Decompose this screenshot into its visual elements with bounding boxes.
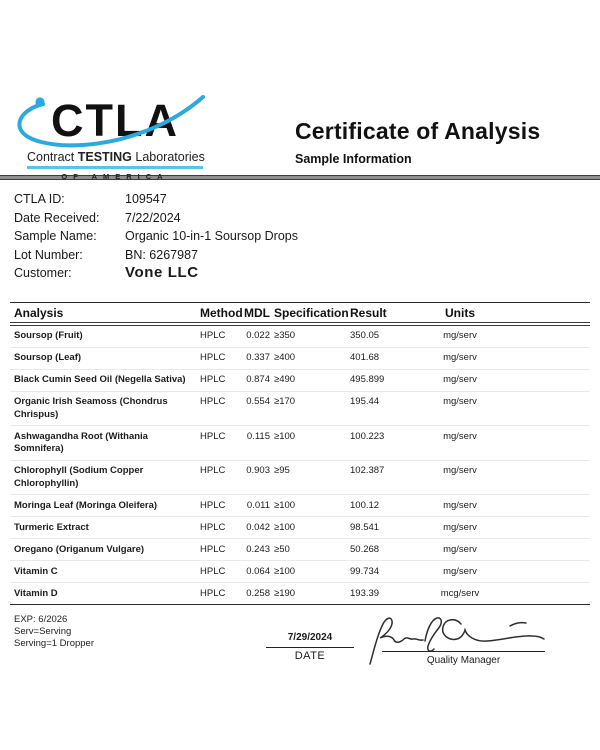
title-block [295,118,540,166]
cell-analysis: Chlorophyll (Sodium Copper Chlorophyllin) [10,460,196,495]
cell-analysis: Soursop (Fruit) [14,330,83,342]
cell-filler [512,460,590,495]
signature-block [362,612,548,670]
cell-specification: ≥100 [272,495,348,517]
cell-units: mg/serv [408,460,512,495]
cell-mdl: 0.243 [240,539,272,561]
column-header-analysis: Analysis [10,302,196,324]
table-row [10,391,590,426]
sample-info-section [0,180,600,283]
cell-result: 350.05 [350,330,380,342]
column-header-mdl: MDL [240,302,272,324]
cell-filler [512,391,590,426]
table-row [10,369,590,391]
cell-method: HPLC [196,561,240,583]
cell-specification: ≥100 [272,426,348,461]
cell-analysis: Vitamin C [10,561,196,583]
signature-line [382,651,545,652]
cell-units: mcg/serv [408,583,512,605]
results-table [10,302,590,606]
cell-specification: ≥170 [272,391,348,426]
signature-label: Quality Manager [426,655,501,667]
cell-analysis: Vitamin D [10,583,196,605]
ctla-logo [27,95,205,181]
date-block [266,632,354,662]
cell-result: 99.734 [348,561,408,583]
cell-result: 193.39 [348,583,408,605]
field-label: Date Received: [14,210,100,225]
cell-filler [512,517,590,539]
cell-specification: ≥400 [272,347,348,369]
note-serv: Serv=Serving [14,626,72,638]
cell-result: 495.899 [348,369,408,391]
results-table-body [10,324,590,605]
column-header-result: Result [348,302,408,324]
column-header-specification: Specification [272,302,348,324]
ctla-logo-tagline [27,150,203,164]
cell-filler [512,369,590,391]
field-label: CTLA ID: [14,192,65,206]
info-row-date-received [14,209,600,228]
cell-specification: ≥100 [272,561,348,583]
cell-result: 195.44 [348,391,408,426]
field-label: Customer: [14,266,72,281]
cell-specification: ≥100 [272,517,348,539]
cell-mdl: 0.064 [240,561,272,583]
cell-filler [512,583,590,605]
column-header-units: Units [408,302,512,324]
table-row [10,517,590,539]
ctla-logo-mark [27,95,203,147]
cell-mdl: 0.337 [240,347,272,369]
cell-mdl: 0.903 [240,460,272,495]
cell-filler [512,426,590,461]
cell-units: mg/serv [408,426,512,461]
cell-method: HPLC [196,391,240,426]
cell-specification: ≥350 [274,330,296,342]
date-value: 7/29/2024 [266,632,354,648]
info-row-customer [14,264,600,283]
table-row [10,561,590,583]
document-header [0,0,600,181]
cell-analysis: Soursop (Leaf) [10,347,196,369]
document-title: Certificate of Analysis [295,118,541,144]
cell-units: mg/serv [408,391,512,426]
cell-specification: ≥95 [272,460,348,495]
cell-method: HPLC [196,460,240,495]
cell-mdl: 0.022 [246,330,270,342]
cell-mdl: 0.554 [240,391,272,426]
note-serving: Serving=1 Dropper [14,638,95,650]
document-subtitle: Sample Information [295,152,412,166]
cell-result: 100.12 [348,495,408,517]
cell-analysis: Moringa Leaf (Moringa Oleifera) [10,495,196,517]
cell-analysis: Turmeric Extract [10,517,196,539]
cell-method: HPLC [196,495,240,517]
cell-filler [512,539,590,561]
cell-mdl: 0.258 [240,583,272,605]
cell-method: HPLC [196,347,240,369]
field-value: Organic 10-in-1 Soursop Drops [125,229,298,244]
cell-units: mg/serv [408,369,512,391]
table-row [10,426,590,461]
tagline-prefix: Contract [27,150,78,164]
cell-analysis: Organic Irish Seamoss (Chondrus Chrispus) [10,391,196,426]
table-row [10,583,590,605]
field-value: 7/22/2024 [125,210,181,225]
info-row-ctla-id [14,190,600,209]
cell-result: 98.541 [348,517,408,539]
table-row [10,324,590,348]
cell-specification: ≥190 [272,583,348,605]
note-exp: EXP: 6/2026 [14,614,68,626]
logo-underline [27,166,203,169]
table-row [10,460,590,495]
date-label: DATE [294,650,326,663]
field-value: 109547 [125,192,167,206]
cell-method: HPLC [196,583,240,605]
results-table-header [10,302,590,324]
field-label: Lot Number: [14,247,83,262]
document-footer [0,612,600,682]
cell-mdl: 0.115 [240,426,272,461]
table-row [10,495,590,517]
cell-units: mg/serv [408,539,512,561]
cell-mdl: 0.042 [240,517,272,539]
cell-method: HPLC [200,330,226,342]
cell-analysis: Black Cumin Seed Oil (Negella Sativa) [10,369,196,391]
table-row [10,347,590,369]
cell-specification: ≥50 [272,539,348,561]
field-label: Sample Name: [14,229,97,244]
field-value: Vone LLC [125,264,199,282]
cell-units: mg/serv [408,495,512,517]
ctla-logo-text: CTLA [51,95,179,146]
column-header-method: Method [196,302,240,324]
cell-analysis: Oregano (Origanum Vulgare) [10,539,196,561]
cell-units: mg/serv [408,347,512,369]
info-row-sample-name [14,227,600,246]
ctla-logo-subtext: OF AMERICA [61,171,169,181]
tagline-suffix: Laboratories [131,150,205,164]
cell-filler [512,495,590,517]
cell-method: HPLC [196,517,240,539]
cell-specification: ≥490 [272,369,348,391]
cell-result: 102.387 [348,460,408,495]
cell-method: HPLC [196,426,240,461]
cell-mdl: 0.874 [240,369,272,391]
cell-filler [512,561,590,583]
cell-method: HPLC [196,539,240,561]
table-row [10,539,590,561]
cell-result: 50.268 [348,539,408,561]
cell-result: 401.68 [348,347,408,369]
cell-mdl: 0.011 [240,495,272,517]
cell-units: mg/serv [408,517,512,539]
cell-filler [512,347,590,369]
cell-units: mg/serv [408,561,512,583]
cell-units: mg/serv [443,330,477,342]
cell-method: HPLC [196,369,240,391]
field-value: BN: 6267987 [125,247,198,262]
tagline-bold: TESTING [77,150,132,164]
cell-filler [512,324,590,348]
footer-notes [14,614,94,650]
cell-result: 100.223 [348,426,408,461]
cell-analysis: Ashwagandha Root (Withania Somnifera) [10,426,196,461]
column-header-filler [512,302,590,324]
info-row-lot-number [14,246,600,265]
